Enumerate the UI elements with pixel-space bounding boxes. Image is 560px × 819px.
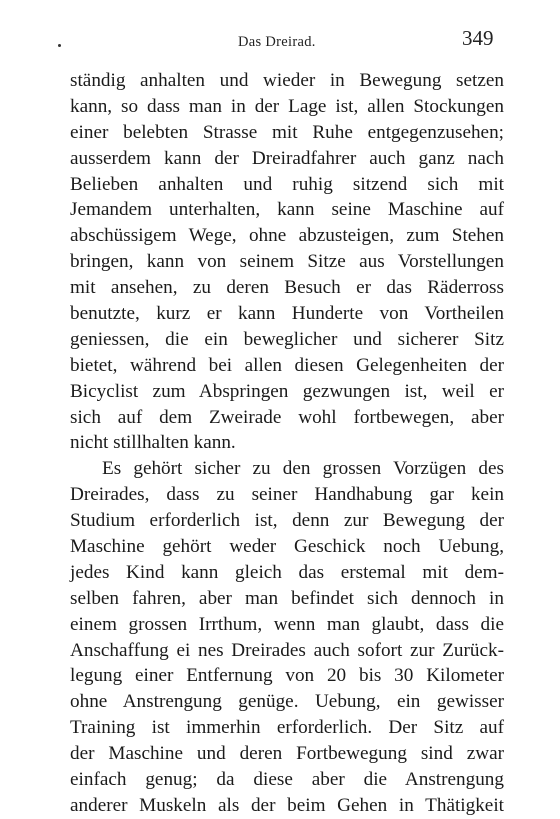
text-line: ständig anhalten und wieder in Bewegung setzen: [70, 70, 504, 91]
text-line: der Maschine und deren Fortbewegung sind zwar: [70, 743, 504, 765]
text-line: jedes Kind kann gleich das erstemal mit dem-: [70, 561, 504, 583]
text-line: mit ansehen, zu deren Besuch er das Räderross: [70, 277, 504, 299]
text-line: sich auf dem Zweirade wohl fortbewegen, aber: [70, 406, 504, 428]
text-line: Bicyclist zum Abspringen gezwungen ist, weil er: [70, 380, 504, 402]
text-line: abschüssigem Wege, ohne abzusteigen, zum Stehen: [70, 225, 504, 247]
body-text: [70, 68, 504, 819]
text-line: einem grossen Irrthum, wenn man glaubt, dass die: [70, 613, 504, 635]
text-line: Dreirades, dass zu seiner Handhabung gar kein: [70, 484, 504, 506]
text-line: selben fahren, aber man befindet sich dennoch in: [70, 587, 504, 609]
text-line: ausserdem kann der Dreiradfahrer auch ganz nach: [70, 147, 504, 169]
text-line: anderer Muskeln als der beim Gehen in Thätigkeit: [70, 794, 504, 816]
text-line: Belieben anhalten und ruhig sitzend sich mit: [70, 173, 504, 195]
text-line: bietet, während bei allen diesen Gelegenheiten der: [70, 354, 504, 376]
paragraph-start-line: Es gehört sicher zu den grossen Vorzügen des: [102, 458, 504, 480]
text-line: bringen, kann von seinem Sitze aus Vorstellungen: [70, 251, 504, 273]
text-line: Studium erforderlich ist, denn zur Bewegung der: [70, 510, 504, 532]
text-line: kann, so dass man in der Lage ist, allen Stockungen: [70, 95, 504, 117]
text-line: einer belebten Strasse mit Ruhe entgegenzusehen;: [70, 121, 504, 143]
text-line: legung einer Entfernung von 20 bis 30 Kilometer: [70, 665, 504, 687]
text-line: geniessen, die ein beweglicher und sicherer Sitz: [70, 328, 504, 350]
text-line: Anschaffung ei nes Dreirades auch sofort zur Zurück-: [70, 639, 504, 661]
text-line: benutzte, kurz er kann Hunderte von Vortheilen: [70, 303, 504, 325]
text-line: Jemandem unterhalten, kann seine Maschine auf: [70, 199, 504, 221]
text-line: Maschine gehört weder Geschick noch Uebung,: [70, 536, 504, 558]
text-line: ohne Anstrengung genüge. Uebung, ein gewisser: [70, 691, 504, 713]
page-header: [0, 18, 560, 58]
running-head: Das Dreirad.: [238, 34, 316, 50]
page-number: 349: [462, 26, 494, 50]
text-line: Training ist immerhin erforderlich. Der Sitz auf: [70, 717, 504, 739]
paragraph-end-line: nicht stillhalten kann.: [70, 432, 236, 454]
text-line: einfach genug; da diese aber die Anstrengung: [70, 769, 504, 791]
header-dot-mark: [58, 44, 61, 47]
